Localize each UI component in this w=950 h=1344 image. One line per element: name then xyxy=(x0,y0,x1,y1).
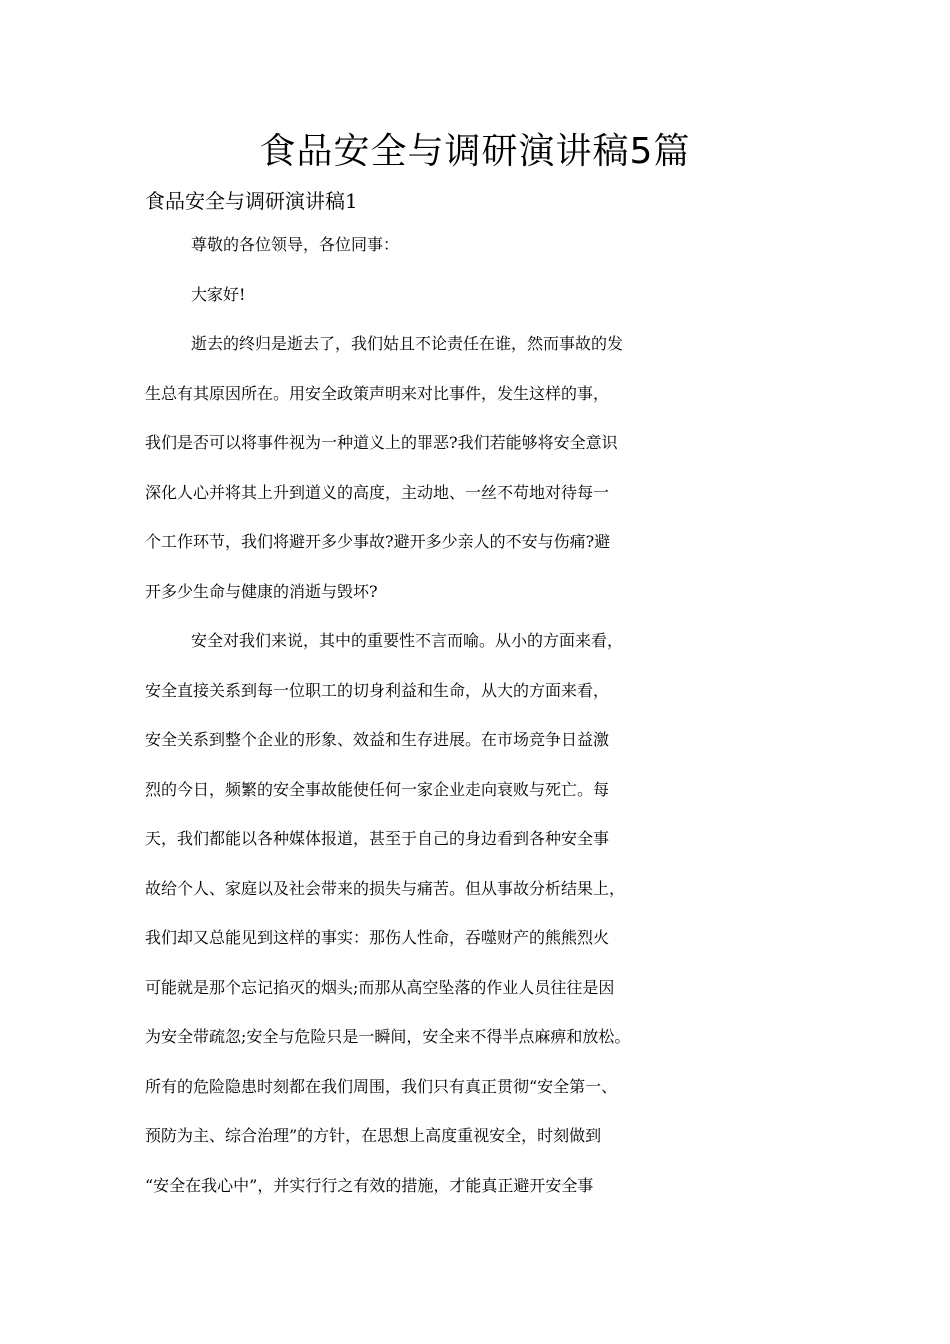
paragraph-line: 安全对我们来说，其中的重要性不言而喻。从小的方面来看， xyxy=(191,631,624,650)
paragraph-line: 烈的今日，频繁的安全事故能使任何一家企业走向衰败与死亡。每 xyxy=(145,779,610,799)
paragraph-line: 预防为主、综合治理”的方针，在思想上高度重视安全，时刻做到 xyxy=(145,1126,602,1145)
paragraph-line: 我们却又总能见到这样的事实：那伤人性命，吞噬财产的熊熊烈火 xyxy=(145,928,610,947)
greeting-line: 大家好! xyxy=(191,284,246,304)
section-heading: 食品安全与调研演讲稿1 xyxy=(145,189,358,213)
salutation-line: 尊敬的各位领导，各位同事： xyxy=(191,235,400,254)
paragraph-line: 所有的危险隐患时刻都在我们周围，我们只有真正贯彻“安全第一、 xyxy=(145,1076,618,1096)
paragraph-line: “安全在我心中”，并实行行之有效的措施，才能真正避开安全事 xyxy=(145,1175,594,1195)
paragraph-line: 深化人心并将其上升到道义的高度，主动地、一丝不苟地对待每一 xyxy=(145,482,610,502)
paragraph-line: 安全直接关系到每一位职工的切身利益和生命，从大的方面来看， xyxy=(145,680,610,700)
document-title: 食品安全与调研演讲稿5篇 xyxy=(259,131,691,172)
paragraph-line: 天，我们都能以各种媒体报道，甚至于自己的身边看到各种安全事 xyxy=(145,829,610,848)
paragraph-line: 为安全带疏忽;安全与危险只是一瞬间，安全来不得半点麻痹和放松。 xyxy=(145,1027,631,1046)
paragraph-1 xyxy=(145,331,825,628)
greeting xyxy=(145,282,825,332)
paragraph-line: 开多少生命与健康的消逝与毁坏? xyxy=(145,581,378,601)
paragraph-line: 生总有其原因所在。用安全政策声明来对比事件，发生这样的事， xyxy=(145,383,610,403)
paragraph-line: 故给个人、家庭以及社会带来的损失与痛苦。但从事故分析结果上， xyxy=(145,878,626,898)
paragraph-2 xyxy=(145,628,825,1222)
paragraph-line: 安全关系到整个企业的形象、效益和生存进展。在市场竞争日益激 xyxy=(145,730,610,749)
paragraph-line: 可能就是那个忘记掐灭的烟头;而那从高空坠落的作业人员往往是因 xyxy=(145,977,615,997)
paragraph-line: 逝去的终归是逝去了，我们姑且不论责任在谁，然而事故的发 xyxy=(191,334,624,353)
salutation xyxy=(145,232,825,282)
paragraph-line: 个工作环节，我们将避开多少事故?避开多少亲人的不安与伤痛?避 xyxy=(145,532,611,551)
document-body xyxy=(145,232,825,1222)
paragraph-line: 我们是否可以将事件视为一种道义上的罪恶?我们若能够将安全意识 xyxy=(145,433,618,452)
